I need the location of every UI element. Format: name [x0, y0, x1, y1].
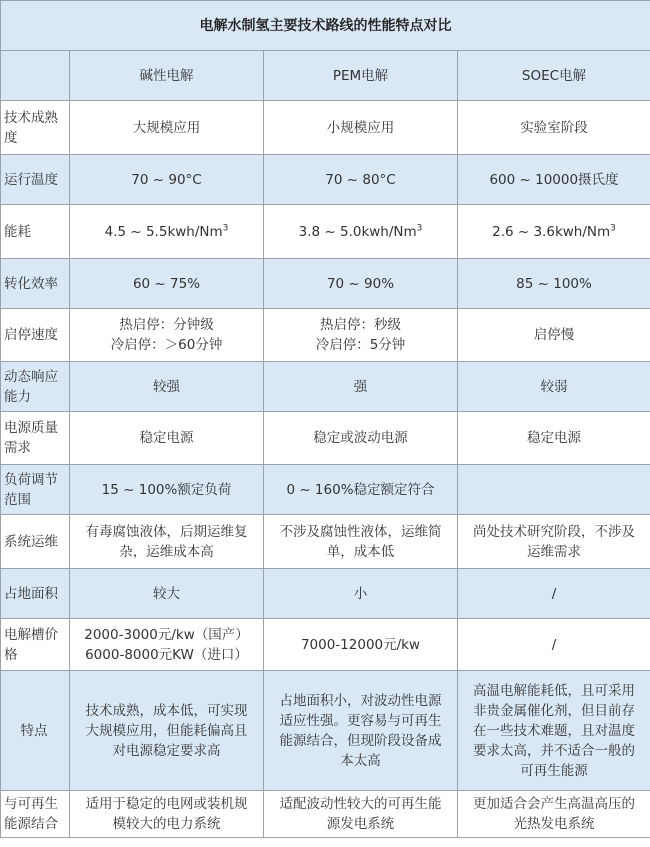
- header-soec: SOEC电解: [458, 51, 650, 101]
- row-label: [1, 101, 70, 155]
- cell-text: 大规模应用，但能耗偏高且: [85, 722, 248, 739]
- cell-alkaline: [70, 101, 264, 155]
- cell-text: 稳定或波动电源: [313, 430, 408, 446]
- cell-text: 较强: [153, 378, 180, 395]
- cell-pem: [264, 101, 458, 155]
- cell-alkaline: [70, 465, 264, 515]
- cell-soec: [458, 362, 650, 412]
- cell-alkaline: [70, 515, 264, 569]
- cell-alkaline: [70, 362, 264, 412]
- row-label-line: 能耗: [4, 223, 31, 240]
- cell-soec: [458, 309, 650, 362]
- row-label: [1, 465, 70, 515]
- cell-text: 技术成熟，成本低，可实现: [85, 702, 248, 719]
- cell-text: 600 ~ 10000摄氏度: [489, 171, 619, 188]
- header-pem: PEM电解: [264, 51, 458, 101]
- cell-text: 非贵金属催化剂，但目前存: [473, 702, 635, 719]
- cell-text: 源发电系统: [326, 816, 395, 832]
- row-startup: [1, 309, 650, 362]
- cell-text: 不涉及腐蚀性液体，运维简: [279, 523, 442, 540]
- header-alkaline: 碱性电解: [70, 51, 264, 101]
- table-title: 电解水制氢主要技术路线的性能特点对比: [1, 1, 650, 51]
- row-price: [1, 619, 650, 671]
- cell-text: /: [551, 585, 557, 602]
- cell-text: 本太高: [340, 752, 381, 769]
- row-maintenance: [1, 515, 650, 569]
- cell-pem: [264, 362, 458, 412]
- cell-text: 热启停：秒级: [320, 317, 401, 333]
- superscript: 3: [222, 223, 229, 233]
- cell-text: 冷启停：5分钟: [315, 337, 406, 353]
- row-label-line: 能源结合: [4, 816, 58, 832]
- row-temperature: [1, 155, 650, 205]
- cell-text: 更加适合会产生高温高压的: [473, 796, 635, 812]
- cell-text: 可再生能源: [520, 762, 588, 779]
- cell-text: 0 ~ 160%稳定额定符合: [286, 481, 435, 498]
- superscript: 3: [416, 223, 423, 233]
- cell-text: 有毒腐蚀液体，后期运维复: [85, 523, 248, 540]
- cell-text: 尚处技术研究阶段，不涉及: [473, 523, 635, 540]
- header-row: [1, 51, 650, 101]
- cell-text: 在一些技术难题，且对温度: [473, 722, 635, 739]
- cell-pem: [264, 412, 458, 465]
- cell-text: 15 ~ 100%额定负荷: [101, 481, 232, 498]
- cell-text: 启停慢: [533, 327, 575, 343]
- cell-text: 稳定电源: [139, 430, 194, 446]
- cell-text: 70 ~ 90%: [326, 275, 395, 292]
- cell-pem: [264, 155, 458, 205]
- row-label-line: 范围: [4, 491, 31, 508]
- row-label-line: 与可再生: [4, 796, 58, 812]
- cell-alkaline: [70, 205, 264, 259]
- cell-pem: [264, 205, 458, 259]
- cell-text: 85 ~ 100%: [516, 275, 592, 292]
- cell-pem: [264, 569, 458, 619]
- row-label-line: 动态响应: [4, 368, 58, 385]
- cell-text: 能源结合，但现阶段设备成: [279, 732, 442, 749]
- row-label: [1, 362, 70, 412]
- cell-text: 杂，运维成本高: [119, 543, 214, 560]
- row-label-line: 负荷调节: [4, 471, 58, 488]
- cell-text: 高温电解能耗低，且可采用: [473, 682, 635, 699]
- row-renewable: [1, 791, 650, 838]
- cell-pem: [264, 309, 458, 362]
- cell-text: 小规模应用: [326, 119, 395, 136]
- cell-soec: [458, 155, 650, 205]
- cell-soec: [458, 569, 650, 619]
- cell-text: 对电源稳定要求高: [112, 742, 221, 759]
- cell-text: 要求太高，并不适合一般的: [473, 742, 635, 759]
- row-label-line: 度: [4, 129, 18, 146]
- cell-text: 适配波动性较大的可再生能: [279, 796, 442, 812]
- cell-text: 适用于稳定的电网或装机规: [85, 796, 248, 812]
- cell-pem: [264, 259, 458, 309]
- row-label-line: 格: [4, 646, 18, 663]
- row-features: [1, 671, 650, 791]
- row-label-line: 系统运维: [4, 533, 58, 550]
- row-label-line: 特点: [20, 722, 48, 739]
- cell-text: /: [551, 636, 557, 653]
- cell-text: 大规模应用: [132, 119, 201, 136]
- row-maturity: [1, 101, 650, 155]
- row-label: [1, 619, 70, 671]
- row-response: [1, 362, 650, 412]
- row-label-line: 电源质量: [4, 420, 58, 436]
- cell-pem: [264, 671, 458, 791]
- cell-text: 冷启停：＞60分钟: [110, 337, 223, 353]
- cell-soec: [458, 791, 650, 838]
- cell-text: 实验室阶段: [520, 119, 588, 136]
- row-label: [1, 259, 70, 309]
- cell-alkaline: [70, 309, 264, 362]
- cell-alkaline: [70, 569, 264, 619]
- row-label: [1, 309, 70, 362]
- row-footprint: [1, 569, 650, 619]
- cell-text: 4.5 ~ 5.5kwh/Nm: [104, 223, 223, 240]
- row-label: [1, 569, 70, 619]
- row-label-line: 能力: [4, 388, 31, 405]
- cell-text: 强: [353, 378, 368, 395]
- cell-soec: [458, 671, 650, 791]
- cell-text: 单，成本低: [326, 543, 395, 560]
- cell-text: 较弱: [540, 378, 568, 395]
- row-label-line: 需求: [4, 440, 31, 456]
- row-label-line: 运行温度: [4, 171, 58, 188]
- cell-text: 小: [353, 585, 368, 602]
- row-efficiency: [1, 259, 650, 309]
- header-corner: [1, 51, 70, 101]
- cell-soec: [458, 101, 650, 155]
- superscript: 3: [610, 223, 616, 233]
- cell-soec: [458, 412, 650, 465]
- row-label-line: 启停速度: [4, 327, 58, 343]
- cell-text: 3.8 ~ 5.0kwh/Nm: [298, 223, 417, 240]
- row-label: [1, 205, 70, 259]
- cell-alkaline: [70, 671, 264, 791]
- cell-text: 模较大的电力系统: [112, 816, 221, 832]
- row-label-line: 技术成熟: [4, 109, 58, 126]
- cell-soec: [458, 259, 650, 309]
- cell-text: 适应性强。更容易与可再生: [279, 712, 442, 729]
- cell-soec: [458, 619, 650, 671]
- cell-text: 2000-3000元/kw（国产）: [84, 626, 249, 643]
- cell-alkaline: [70, 259, 264, 309]
- row-label-line: 电解槽价: [4, 626, 58, 643]
- cell-pem: [264, 465, 458, 515]
- row-label: [1, 791, 70, 838]
- cell-alkaline: [70, 155, 264, 205]
- cell-text: 热启停：分钟级: [119, 317, 214, 333]
- row-label: [1, 155, 70, 205]
- cell-alkaline: [70, 619, 264, 671]
- cell-text: 6000-8000元KW（进口）: [85, 646, 248, 663]
- row-label-line: 转化效率: [4, 275, 58, 292]
- cell-text: 运维需求: [527, 543, 581, 560]
- cell-pem: [264, 791, 458, 838]
- row-power-quality: [1, 412, 650, 465]
- title-row: [1, 1, 650, 51]
- row-energy: [1, 205, 650, 259]
- row-load-range: [1, 465, 650, 515]
- cell-text: 稳定电源: [527, 430, 581, 446]
- cell-text: 占地面积小，对波动性电源: [279, 692, 442, 709]
- row-label: [1, 671, 70, 791]
- row-label: [1, 515, 70, 569]
- cell-alkaline: [70, 791, 264, 838]
- cell-soec: [458, 465, 650, 515]
- cell-text: 较大: [153, 585, 180, 602]
- cell-soec: [458, 205, 650, 259]
- cell-text: 70 ~ 80°C: [325, 171, 396, 188]
- cell-soec: [458, 515, 650, 569]
- cell-pem: [264, 619, 458, 671]
- cell-text: 70 ~ 90°C: [131, 171, 202, 188]
- cell-text: 2.6 ~ 3.6kwh/Nm: [492, 223, 611, 240]
- row-label: [1, 412, 70, 465]
- cell-text: 光热发电系统: [513, 816, 595, 832]
- cell-text: 60 ~ 75%: [132, 275, 201, 292]
- cell-pem: [264, 515, 458, 569]
- cell-alkaline: [70, 412, 264, 465]
- cell-text: 7000-12000元/kw: [300, 636, 421, 653]
- row-label-line: 占地面积: [4, 585, 58, 602]
